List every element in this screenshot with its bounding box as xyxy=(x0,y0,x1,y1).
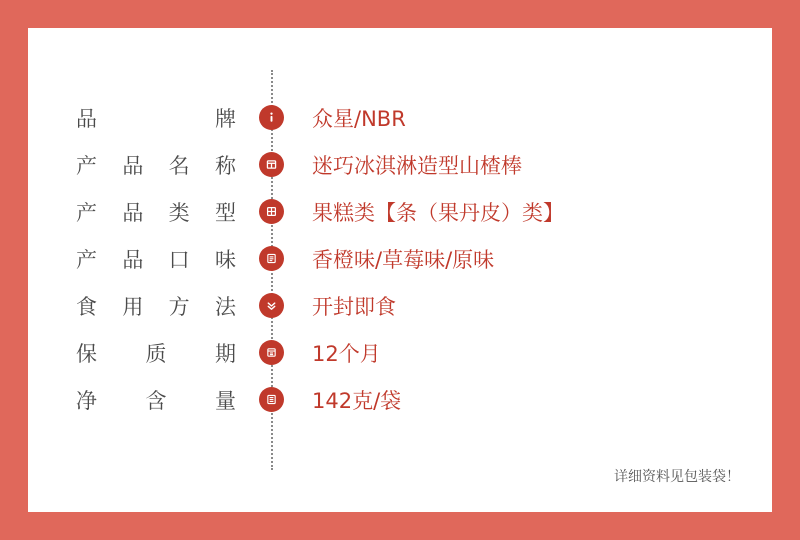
spec-label xyxy=(28,244,236,274)
label-char: 口 xyxy=(168,247,190,272)
label-char: 味 xyxy=(214,247,236,272)
label-char: 产 xyxy=(76,200,97,225)
label-char: 量 xyxy=(215,388,236,413)
spec-value: 香橙味/草莓味/原味 xyxy=(312,247,495,272)
footnote-text: 详细资料见包装袋！ xyxy=(614,469,740,485)
label-char: 期 xyxy=(215,341,236,366)
label-char: 名 xyxy=(168,153,190,178)
spec-label xyxy=(28,197,236,227)
spec-value: 12个月 xyxy=(312,341,381,366)
grid-icon xyxy=(259,199,284,224)
label-char: 净 xyxy=(76,388,97,413)
label-char: 保 xyxy=(76,341,97,366)
spec-label xyxy=(28,150,236,180)
spec-row xyxy=(28,188,772,235)
spec-row xyxy=(28,282,772,329)
spec-row xyxy=(28,376,772,423)
label-char: 用 xyxy=(122,294,144,319)
label-char: 法 xyxy=(214,294,236,319)
spec-row xyxy=(28,94,772,141)
calendar-icon xyxy=(259,340,284,365)
spec-value: 众星/NBR xyxy=(312,106,406,131)
spec-label xyxy=(28,291,236,321)
label-char: 品 xyxy=(122,247,144,272)
icon-cell xyxy=(236,293,306,318)
label-char: 产 xyxy=(76,153,97,178)
chevrons-down-icon xyxy=(259,293,284,318)
label-char: 品 xyxy=(122,153,144,178)
icon-cell xyxy=(236,340,306,365)
icon-cell xyxy=(236,199,306,224)
spec-label xyxy=(28,385,236,415)
label-char: 类 xyxy=(168,200,190,225)
box-icon xyxy=(259,387,284,412)
icon-cell xyxy=(236,105,306,130)
icon-cell xyxy=(236,246,306,271)
spec-row xyxy=(28,235,772,282)
spec-value: 果糕类【条（果丹皮）类】 xyxy=(312,200,564,225)
label-char: 牌 xyxy=(215,106,236,131)
list-icon xyxy=(259,246,284,271)
spec-label xyxy=(28,338,236,368)
label-char: 产 xyxy=(76,247,97,272)
info-icon xyxy=(259,105,284,130)
spec-label xyxy=(28,103,236,133)
label-char: 称 xyxy=(214,153,236,178)
label-char: 食 xyxy=(76,294,97,319)
label-char: 品 xyxy=(122,200,144,225)
spec-row-list xyxy=(28,94,772,423)
spec-row xyxy=(28,141,772,188)
label-char: 质 xyxy=(145,341,167,366)
spec-value: 迷巧冰淇淋造型山楂棒 xyxy=(312,153,522,178)
icon-cell xyxy=(236,387,306,412)
spec-value: 开封即食 xyxy=(312,294,396,319)
tag-icon xyxy=(259,152,284,177)
spec-card xyxy=(28,28,772,512)
label-char: 含 xyxy=(145,388,167,413)
spec-value: 142克/袋 xyxy=(312,388,402,413)
spec-row xyxy=(28,329,772,376)
icon-cell xyxy=(236,152,306,177)
label-char: 品 xyxy=(76,106,97,131)
label-char: 方 xyxy=(168,294,190,319)
label-char: 型 xyxy=(214,200,236,225)
